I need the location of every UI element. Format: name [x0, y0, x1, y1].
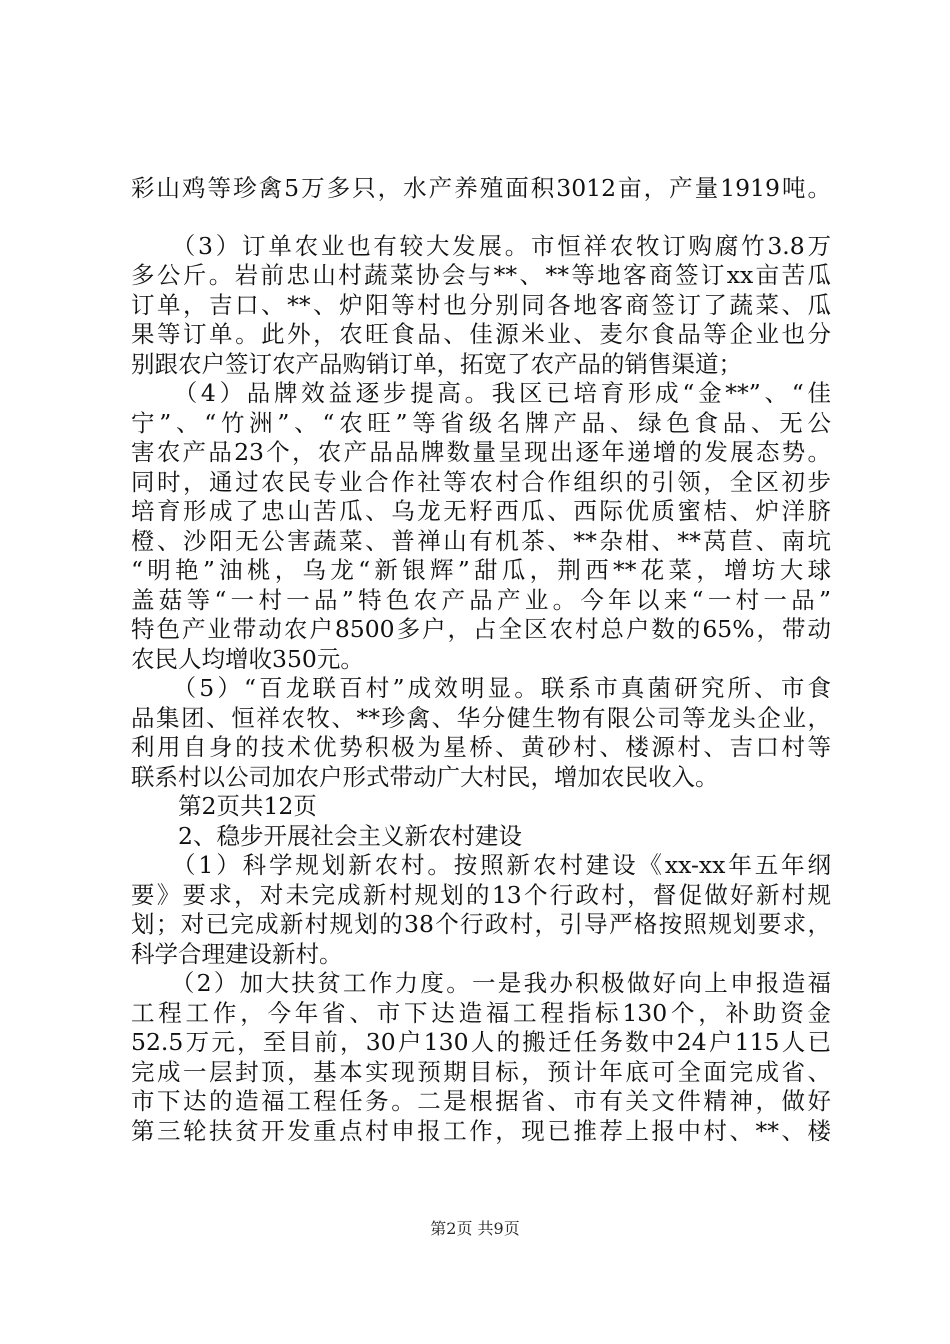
text-line: 第三轮扶贫开发重点村申报工作，现已推荐上报中村、**、楼: [131, 1116, 831, 1145]
text-line: 要》要求，对未完成新村规划的13个行政村，督促做好新村规: [131, 880, 831, 909]
paragraph-gap: [131, 204, 831, 232]
text-line: （3）订单农业也有较大发展。市恒祥农牧订购腐竹3.8万: [131, 231, 831, 260]
text-line: （2）加大扶贫工作力度。一是我办积极做好向上申报造福: [131, 969, 831, 997]
text-line: 同时，通过农民专业合作社等农村合作组织的引领，全区初步: [131, 467, 831, 496]
page-footer: 第2页 共9页: [430, 1219, 520, 1238]
text-line: 害农产品23个，农产品品牌数量呈现出逐年递增的发展态势。: [131, 438, 831, 466]
text-line: 多公斤。岩前忠山村蔬菜协会与**、**等地客商签订xx亩苦瓜: [131, 261, 831, 289]
text-line: 果等订单。此外，农旺食品、佳源米业、麦尔食品等企业也分: [131, 320, 831, 348]
text-line: 完成一层封顶，基本实现预期目标，预计年底可全面完成省、: [131, 1057, 831, 1086]
inline-page-marker: 第2页共12页: [131, 792, 317, 820]
text-line: 别跟农户签订农产品购销订单，拓宽了农产品的销售渠道；: [131, 349, 742, 378]
text-line: 工程工作，今年省、市下达造福工程指标130个，补助资金: [131, 998, 831, 1027]
section-heading: 2、稳步开展社会主义新农村建设: [131, 821, 522, 850]
text-line: 联系村以公司加农户形式带动广大村民，增加农民收入。: [131, 762, 719, 791]
text-line: “明艳”油桃，乌龙“新银辉”甜瓜，荆西**花菜，增坊大球: [131, 556, 831, 584]
text-line: 彩山鸡等珍禽5万多只，水产养殖面积3012亩，产量1919吨。: [131, 174, 831, 202]
text-line: 特色产业带动农户8500多户，占全区农村总户数的65%，带动: [131, 615, 831, 643]
text-line: 市下达的造福工程任务。二是根据省、市有关文件精神，做好: [131, 1087, 831, 1115]
text-line: 利用自身的技术优势积极为星桥、黄砂村、楼源村、吉口村等: [131, 733, 831, 761]
text-line: 农民人均增收350元。: [131, 644, 364, 673]
text-line: 橙、沙阳无公害蔬菜、普禅山有机茶、**杂柑、**莴苣、南坑: [131, 526, 831, 555]
text-line: 订单，吉口、**、炉阳等村也分别同各地客商签订了蔬菜、瓜: [131, 290, 831, 319]
text-line: 盖菇等“一村一品”特色农产品产业。今年以来“一村一品”: [131, 585, 831, 614]
text-line: 科学合理建设新村。: [131, 939, 343, 968]
text-line: 品集团、恒祥农牧、**珍禽、华分健生物有限公司等龙头企业，: [131, 703, 831, 732]
text-line: （1）科学规划新农村。按照新农村建设《xx-xx年五年纲: [131, 851, 831, 879]
text-line: （5）“百龙联百村”成效明显。联系市真菌研究所、市食: [131, 674, 831, 702]
text-line: 划；对已完成新村规划的38个行政村，引导严格按照规划要求，: [131, 910, 831, 938]
text-line: （4）品牌效益逐步提高。我区已培育形成“金**”、“佳: [131, 379, 831, 407]
text-line: 宁”、“竹洲”、“农旺”等省级名牌产品、绿色食品、无公: [131, 408, 831, 437]
document-body: [131, 174, 831, 1146]
text-line: 培育形成了忠山苦瓜、乌龙无籽西瓜、西际优质蜜桔、炉洋脐: [131, 497, 831, 525]
text-line: 52.5万元，至目前，30户130人的搬迁任务数中24户115人已: [131, 1028, 831, 1056]
